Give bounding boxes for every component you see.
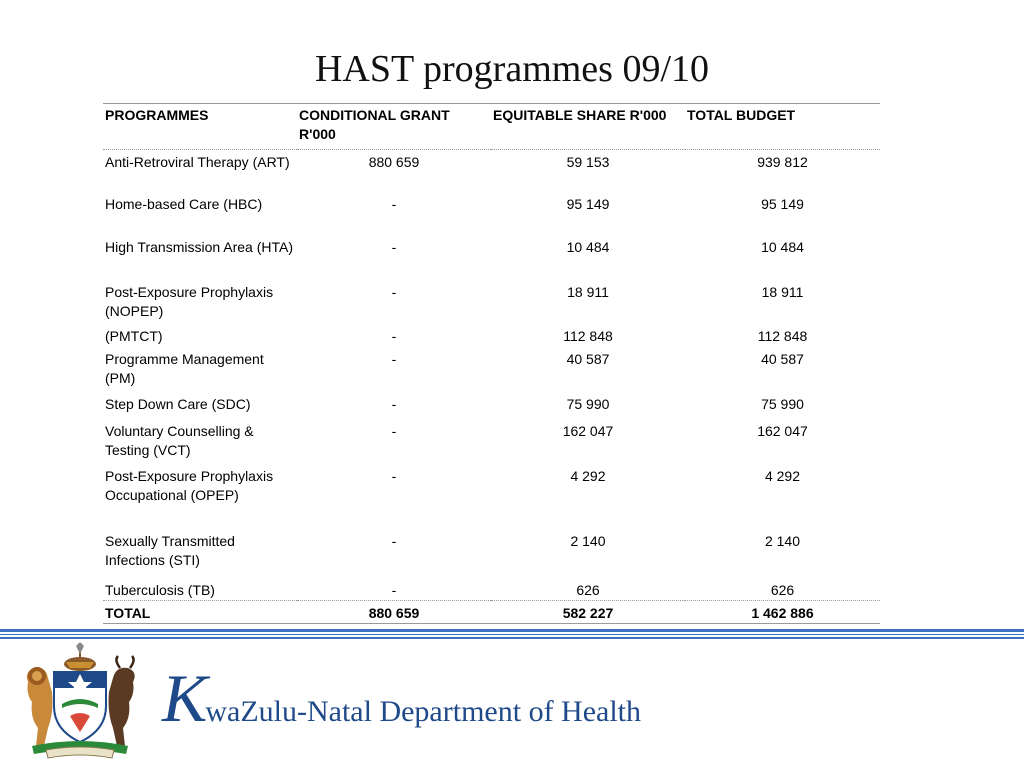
- table-header-row: [103, 104, 880, 150]
- row-total: 10 484: [761, 238, 804, 255]
- row-conditional-grant: -: [391, 327, 397, 344]
- row-name: Sexually Transmitted Infections (STI): [105, 532, 235, 568]
- table-row: [103, 395, 880, 422]
- table-row: [103, 422, 880, 467]
- row-name: High Transmission Area (HTA): [105, 238, 294, 255]
- row-name: Post-Exposure Prophylaxis (NOPEP): [105, 283, 274, 319]
- table-row: [103, 283, 880, 327]
- row-conditional-grant: 880 659: [368, 154, 420, 170]
- row-conditional-grant: -: [391, 581, 397, 598]
- row-equitable-share: 626: [576, 581, 600, 598]
- row-total: 95 149: [761, 195, 804, 212]
- table-row: [103, 238, 880, 283]
- row-total: 162 047: [757, 422, 808, 439]
- row-conditional-grant: -: [391, 283, 397, 300]
- row-total: 18 911: [761, 283, 804, 300]
- table-row: [103, 467, 880, 532]
- department-name-text: waZulu-Natal Department of Health: [205, 695, 642, 728]
- row-conditional-grant: -: [391, 238, 397, 255]
- row-equitable-share: 10 484: [566, 238, 610, 255]
- row-equitable-share: 95 149: [566, 195, 610, 212]
- row-equitable-share: 112 848: [563, 327, 613, 344]
- row-name: (PMTCT): [105, 327, 163, 344]
- row-name: Voluntary Counselling & Testing (VCT): [105, 422, 254, 458]
- header-conditional-grant: CONDITIONAL GRANT R'000: [297, 104, 491, 150]
- row-equitable-share: 75 990: [566, 395, 610, 412]
- header-programmes: PROGRAMMES: [103, 104, 297, 150]
- row-total: 2 140: [764, 532, 801, 549]
- header-equitable-share: EQUITABLE SHARE R'000: [491, 104, 685, 150]
- row-name: Post-Exposure Prophylaxis Occupational (OPEP): [105, 467, 274, 503]
- row-conditional-grant: -: [391, 395, 397, 412]
- table-row: [103, 327, 880, 350]
- total-equitable-share: 582 227: [491, 601, 685, 624]
- header-total-budget: TOTAL BUDGET: [685, 104, 880, 150]
- table-row: [103, 532, 880, 581]
- department-initial: K: [162, 660, 208, 736]
- row-name: Step Down Care (SDC): [105, 395, 251, 412]
- total-budget-value: 1 462 886: [685, 601, 880, 624]
- row-name: Home-based Care (HBC): [105, 195, 263, 212]
- row-name: Anti-Retroviral Therapy (ART): [105, 154, 290, 170]
- footer-divider: [0, 629, 1024, 639]
- row-equitable-share: 162 047: [562, 422, 614, 439]
- coat-of-arms-icon: [18, 642, 143, 762]
- table-row: [103, 195, 880, 238]
- row-name: Tuberculosis (TB): [105, 581, 215, 598]
- row-name: Programme Management (PM): [105, 350, 264, 386]
- row-equitable-share: 4 292: [570, 467, 606, 484]
- row-conditional-grant: -: [391, 532, 397, 549]
- table-row: [103, 150, 880, 195]
- table-row: [103, 350, 880, 395]
- row-total: 40 587: [761, 350, 804, 367]
- row-conditional-grant: -: [391, 467, 397, 484]
- total-label: TOTAL: [103, 601, 297, 624]
- row-total: 112 848: [757, 327, 808, 344]
- row-equitable-share: 2 140: [570, 532, 606, 549]
- row-total: 75 990: [761, 395, 804, 412]
- slide-title: HAST programmes 09/10: [314, 48, 710, 90]
- row-total: 4 292: [764, 467, 801, 484]
- department-name: [162, 660, 642, 736]
- row-equitable-share: 18 911: [567, 283, 609, 300]
- row-equitable-share: 59 153: [566, 154, 610, 170]
- row-total: 939 812: [757, 154, 808, 170]
- row-conditional-grant: -: [391, 350, 397, 367]
- table-total-row: [103, 601, 880, 624]
- row-total: 626: [770, 581, 795, 598]
- row-conditional-grant: -: [391, 422, 397, 439]
- row-conditional-grant: -: [391, 195, 397, 212]
- row-equitable-share: 40 587: [566, 350, 610, 367]
- budget-table: [103, 103, 880, 624]
- table-row: [103, 581, 880, 601]
- total-conditional-grant: 880 659: [297, 601, 491, 624]
